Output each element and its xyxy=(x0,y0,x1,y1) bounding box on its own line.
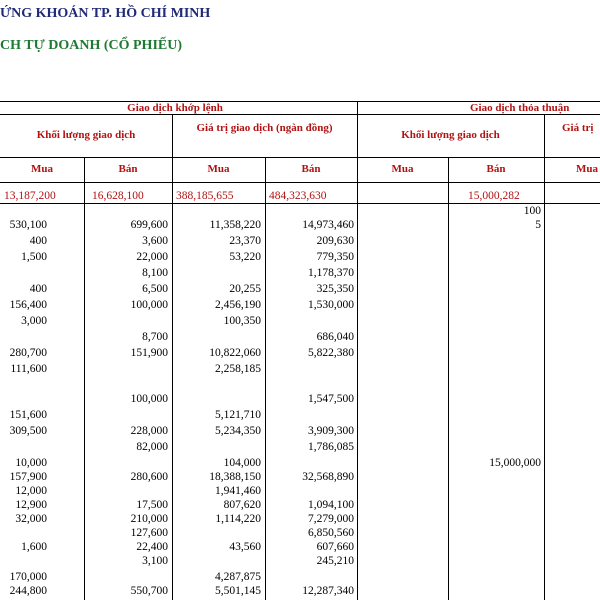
table-cell-c3: 4,287,875 xyxy=(215,571,261,583)
table-cell-c1: 1,500 xyxy=(21,251,47,263)
group-header-matched: Giao dịch khớp lệnh xyxy=(127,102,223,114)
table-cell-c1: 280,700 xyxy=(9,347,47,359)
table-cell-c2: 151,900 xyxy=(130,347,168,359)
total-buy-volume: 13,187,200 xyxy=(4,190,56,202)
table-cell-c2: 17,500 xyxy=(136,499,168,511)
table-cell-c3: 104,000 xyxy=(223,457,261,469)
table-row xyxy=(0,540,600,554)
buy-value-header: Mua xyxy=(207,163,230,175)
table-row xyxy=(0,298,600,312)
total-buy-value: 388,185,655 xyxy=(176,190,234,202)
table-cell-c4: 209,630 xyxy=(316,235,354,247)
table-cell-c1: 151,600 xyxy=(9,409,47,421)
table-cell-c4: 325,350 xyxy=(316,283,354,295)
table-cell-c6: 15,000,000 xyxy=(489,457,541,469)
table-cell-c4: 1,178,370 xyxy=(308,267,354,279)
table-cell-c2: 22,000 xyxy=(136,251,168,263)
table-cell-c1: 309,500 xyxy=(9,425,47,437)
table-cell-c3: 2,258,185 xyxy=(215,363,261,375)
table-cell-c1: 32,000 xyxy=(15,513,47,525)
table-row xyxy=(0,554,600,568)
table-row xyxy=(0,282,600,296)
table-row xyxy=(0,512,600,526)
total-sell-value: 484,323,630 xyxy=(269,190,327,202)
table-cell-c4: 6,850,560 xyxy=(308,527,354,539)
table-cell-c1: 156,400 xyxy=(9,299,47,311)
table-cell-c2: 550,700 xyxy=(130,585,168,597)
table-row xyxy=(0,424,600,438)
table-cell-c4: 1,547,500 xyxy=(308,393,354,405)
table-row xyxy=(0,456,600,470)
table-cell-c4: 779,350 xyxy=(316,251,354,263)
buy-sell-header-divider xyxy=(0,182,600,183)
table-cell-c2: 699,600 xyxy=(130,219,168,231)
table-row xyxy=(0,218,600,232)
table-cell-c4: 3,909,300 xyxy=(308,425,354,437)
column-header-divider xyxy=(0,157,600,158)
table-cell-c1: 157,900 xyxy=(9,471,47,483)
table-cell-c3: 5,234,350 xyxy=(215,425,261,437)
table-row xyxy=(0,250,600,264)
table-cell-c3: 18,388,150 xyxy=(209,471,261,483)
table-cell-c6: 100 xyxy=(523,205,541,217)
table-cell-c2: 210,000 xyxy=(130,513,168,525)
table-cell-c3: 1,114,220 xyxy=(215,513,261,525)
table-row xyxy=(0,362,600,376)
table-cell-c2: 8,700 xyxy=(142,331,168,343)
table-row xyxy=(0,346,600,360)
table-cell-c1: 244,800 xyxy=(9,585,47,597)
table-row xyxy=(0,584,600,598)
table-row xyxy=(0,484,600,498)
total-sell-volume: 16,628,100 xyxy=(92,190,144,202)
table-cell-c3: 1,941,460 xyxy=(215,485,261,497)
report-title: ỨNG KHOÁN TP. HỒ CHÍ MINH xyxy=(0,6,211,21)
table-cell-c1: 1,600 xyxy=(21,541,47,553)
table-cell-c4: 686,040 xyxy=(316,331,354,343)
neg-buy-volume-header: Mua xyxy=(391,163,414,175)
sell-volume-header: Bán xyxy=(118,163,138,175)
buy-volume-header: Mua xyxy=(31,163,53,175)
table-cell-c4: 7,279,000 xyxy=(308,513,354,525)
neg-buy-value-header: Mua xyxy=(576,163,598,175)
table-row xyxy=(0,470,600,484)
table-cell-c3: 10,822,060 xyxy=(209,347,261,359)
table-row xyxy=(0,440,600,454)
table-cell-c3: 100,350 xyxy=(223,315,261,327)
table-cell-c1: 400 xyxy=(29,283,47,295)
table-cell-c4: 1,786,085 xyxy=(308,441,354,453)
table-cell-c2: 280,600 xyxy=(130,471,168,483)
table-cell-c3: 23,370 xyxy=(229,235,261,247)
value-header: Giá trị giao dịch (ngàn đồng) xyxy=(196,122,333,134)
table-cell-c4: 1,530,000 xyxy=(308,299,354,311)
table-cell-c4: 32,568,890 xyxy=(302,471,354,483)
table-cell-c3: 20,255 xyxy=(229,283,261,295)
table-row xyxy=(0,234,600,248)
table-cell-c2: 22,400 xyxy=(136,541,168,553)
group-header-negotiated: Giao dịch thỏa thuận xyxy=(470,102,570,114)
volume-header: Khối lượng giao dịch xyxy=(36,129,136,141)
table-cell-c1: 10,000 xyxy=(15,457,47,469)
table-row xyxy=(0,526,600,540)
table-cell-c1: 530,100 xyxy=(9,219,47,231)
table-cell-c1: 3,000 xyxy=(21,315,47,327)
table-row xyxy=(0,570,600,584)
table-row xyxy=(0,330,600,344)
report-subtitle: CH TỰ DOANH (CỔ PHIẾU) xyxy=(0,38,182,53)
table-cell-c3: 11,358,220 xyxy=(209,219,261,231)
table-cell-c4: 245,210 xyxy=(316,555,354,567)
total-neg-sell-volume: 15,000,282 xyxy=(468,190,520,202)
table-cell-c2: 8,100 xyxy=(142,267,168,279)
value-header-negotiated: Giá trị xyxy=(562,122,594,134)
table-row xyxy=(0,314,600,328)
table-cell-c4: 607,660 xyxy=(316,541,354,553)
volume-header-negotiated: Khối lượng giao dịch xyxy=(401,129,500,141)
table-cell-c1: 170,000 xyxy=(9,571,47,583)
table-cell-c3: 43,560 xyxy=(229,541,261,553)
table-row xyxy=(0,266,600,280)
table-cell-c1: 111,600 xyxy=(10,363,47,375)
table-cell-c4: 5,822,380 xyxy=(308,347,354,359)
table-cell-c2: 6,500 xyxy=(142,283,168,295)
table-cell-c3: 5,501,145 xyxy=(215,585,261,597)
table-cell-c2: 82,000 xyxy=(136,441,168,453)
table-cell-c4: 14,973,460 xyxy=(302,219,354,231)
table-row xyxy=(0,204,600,218)
table-cell-c4: 1,094,100 xyxy=(308,499,354,511)
table-cell-c4: 12,287,340 xyxy=(302,585,354,597)
sell-value-header: Bán xyxy=(301,163,321,175)
table-row xyxy=(0,498,600,512)
table-cell-c1: 400 xyxy=(29,235,47,247)
table-cell-c2: 100,000 xyxy=(130,299,168,311)
table-cell-c3: 807,620 xyxy=(223,499,261,511)
neg-sell-volume-header: Bán xyxy=(486,163,506,175)
table-row xyxy=(0,408,600,422)
table-cell-c6: 5 xyxy=(535,219,541,231)
table-cell-c3: 2,456,190 xyxy=(215,299,261,311)
table-cell-c2: 3,600 xyxy=(142,235,168,247)
table-cell-c1: 12,000 xyxy=(15,485,47,497)
table-cell-c2: 3,100 xyxy=(142,555,168,567)
table-row xyxy=(0,392,600,406)
table-cell-c2: 100,000 xyxy=(130,393,168,405)
table-cell-c3: 53,220 xyxy=(229,251,261,263)
table-cell-c3: 5,121,710 xyxy=(215,409,261,421)
table-cell-c2: 228,000 xyxy=(130,425,168,437)
table-cell-c2: 127,600 xyxy=(130,527,168,539)
table-cell-c1: 12,900 xyxy=(15,499,47,511)
